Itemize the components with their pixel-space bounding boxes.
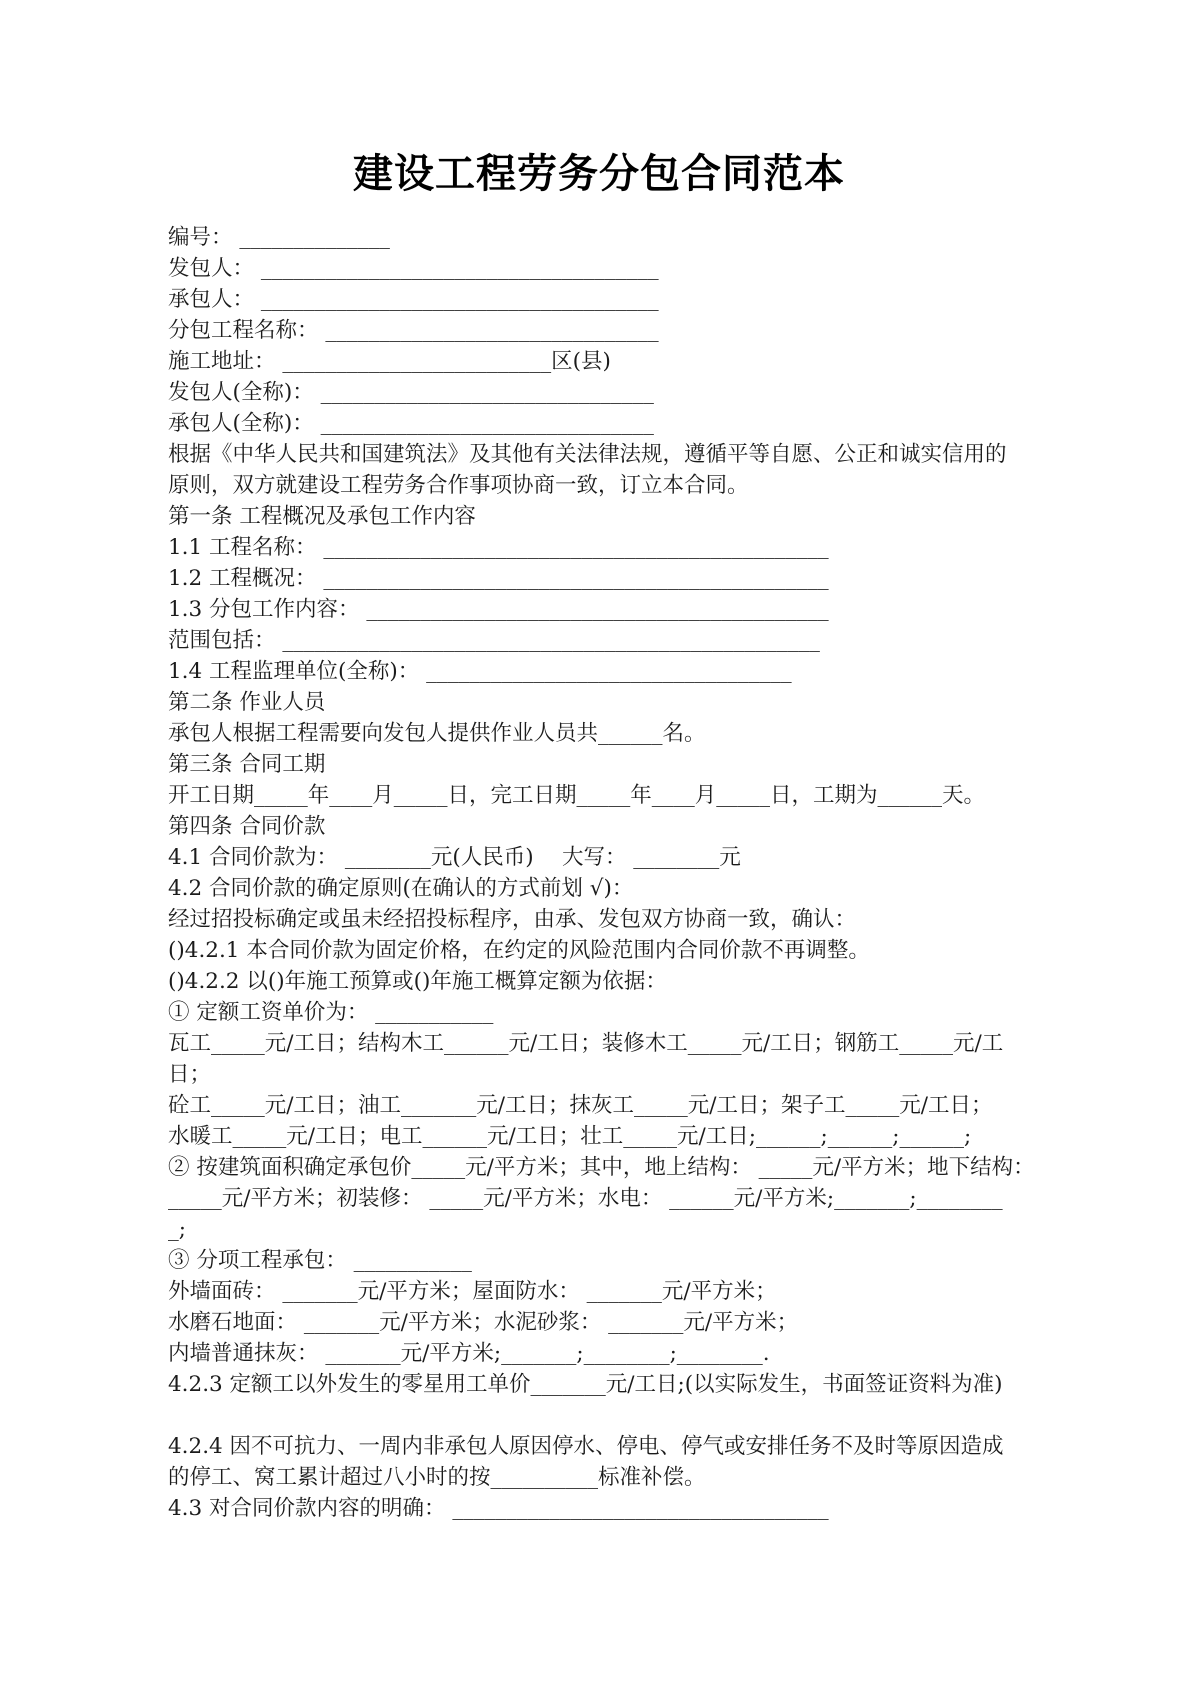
line-area-price-wrap: _____元/平方米；初装修： _____元/平方米；水电： ______元/平方米;_______;________ <box>168 1186 1003 1211</box>
line-1-4-supervisor: 1.4 工程监理单位(全称)： __________________________________ <box>168 659 792 684</box>
line-trades-1: 瓦工_____元/工日；结构木工______元/工日；装修木工_____元/工日；钢筋工_____元/工 <box>168 1031 1004 1056</box>
line-site-address: 施工地址： _________________________区(县) <box>168 349 611 374</box>
line-trades-3: 水暖工_____元/工日；电工______元/工日；壮工_____元/工日;______;______;______; <box>168 1124 972 1149</box>
line-employer: 发包人： _____________________________________ <box>168 256 659 281</box>
line-area-price: ② 按建筑面积确定承包价_____元/平方米；其中，地上结构： _____元/平方米；地下结构： <box>168 1155 1035 1180</box>
line-preamble-2: 原则，双方就建设工程劳务合作事项协商一致，订立本合同。 <box>168 473 749 498</box>
line-employer-fullname: 发包人(全称)： _______________________________ <box>168 380 654 405</box>
page-title: 建设工程劳务分包合同范本 <box>353 150 845 197</box>
line-scope: 范围包括： __________________________________________________ <box>168 628 820 653</box>
line-terrazzo-floor: 水磨石地面： _______元/平方米；水泥砂浆： _______元/平方米； <box>168 1310 799 1335</box>
line-4-2-3-misc-labor: 4.2.3 定额工以外发生的零星用工单价_______元/工日;(以实际发生，书面签证资料为准) <box>168 1372 1003 1397</box>
line-4-2-1-fixed-price: ()4.2.1 本合同价款为固定价格，在约定的风险范围内合同价款不再调整。 <box>168 938 870 963</box>
line-contractor: 承包人： _____________________________________ <box>168 287 659 312</box>
line-trades-2: 砼工_____元/工日；油工_______元/工日；抹灰工_____元/工日；架子工_____元/工日； <box>168 1093 993 1118</box>
line-4-2-4-force-majeure: 4.2.4 因不可抗力、一周内非承包人原因停水、停电、停气或安排任务不及时等原因造成 <box>168 1434 1004 1459</box>
line-area-price-wrap-2: _; <box>168 1217 186 1242</box>
line-dates: 开工日期_____年____月_____日，完工日期_____年____月_____日，工期为______天。 <box>168 783 986 808</box>
line-4-3-price-clarification: 4.3 对合同价款内容的明确： ___________________________________ <box>168 1496 829 1521</box>
line-1-2-project-overview: 1.2 工程概况： _______________________________________________ <box>168 566 829 591</box>
line-4-2-principle: 4.2 合同价款的确定原则(在确认的方式前划 √)： <box>168 876 634 901</box>
line-4-2-4-wrap: 的停工、窝工累计超过八小时的按__________标准补偿。 <box>168 1465 706 1490</box>
line-wage-unit-price: ① 定额工资单价为： ___________ <box>168 1000 494 1025</box>
line-workers-count: 承包人根据工程需要向发包人提供作业人员共______名。 <box>168 721 706 746</box>
line-contractor-fullname: 承包人(全称)： _______________________________ <box>168 411 654 436</box>
line-exterior-tile: 外墙面砖： _______元/平方米；屋面防水： _______元/平方米； <box>168 1279 777 1304</box>
line-itemized-contract: ③ 分项工程承包： ___________ <box>168 1248 472 1273</box>
line-preamble-1: 根据《中华人民共和国建筑法》及其他有关法律法规，遵循平等自愿、公正和诚实信用的 <box>168 442 1007 467</box>
line-blank-spacer <box>168 1400 1030 1431</box>
line-article3-heading: 第三条 合同工期 <box>168 752 326 777</box>
line-contract-no: 编号： ______________ <box>168 225 390 250</box>
line-article4-heading: 第四条 合同价款 <box>168 814 326 839</box>
line-4-2-intro: 经过招投标确定或虽未经招投标程序，由承、发包双方协商一致，确认： <box>168 907 857 932</box>
line-4-1-price: 4.1 合同价款为： ________元(人民币) 大写： ________元 <box>168 845 741 870</box>
line-4-2-2-quota-basis: ()4.2.2 以()年施工预算或()年施工概算定额为依据： <box>168 969 667 994</box>
line-1-3-subcontract-content: 1.3 分包工作内容： ___________________________________________ <box>168 597 829 622</box>
line-article2-heading: 第二条 作业人员 <box>168 690 326 715</box>
line-interior-plaster: 内墙普通抹灰： _______元/平方米;_______;________;________. <box>168 1341 770 1366</box>
line-subproject-name: 分包工程名称： _______________________________ <box>168 318 659 343</box>
line-trades-1-wrap: 日； <box>168 1062 212 1087</box>
line-article1-heading: 第一条 工程概况及承包工作内容 <box>168 504 476 529</box>
line-1-1-project-name: 1.1 工程名称： _______________________________________________ <box>168 535 829 560</box>
